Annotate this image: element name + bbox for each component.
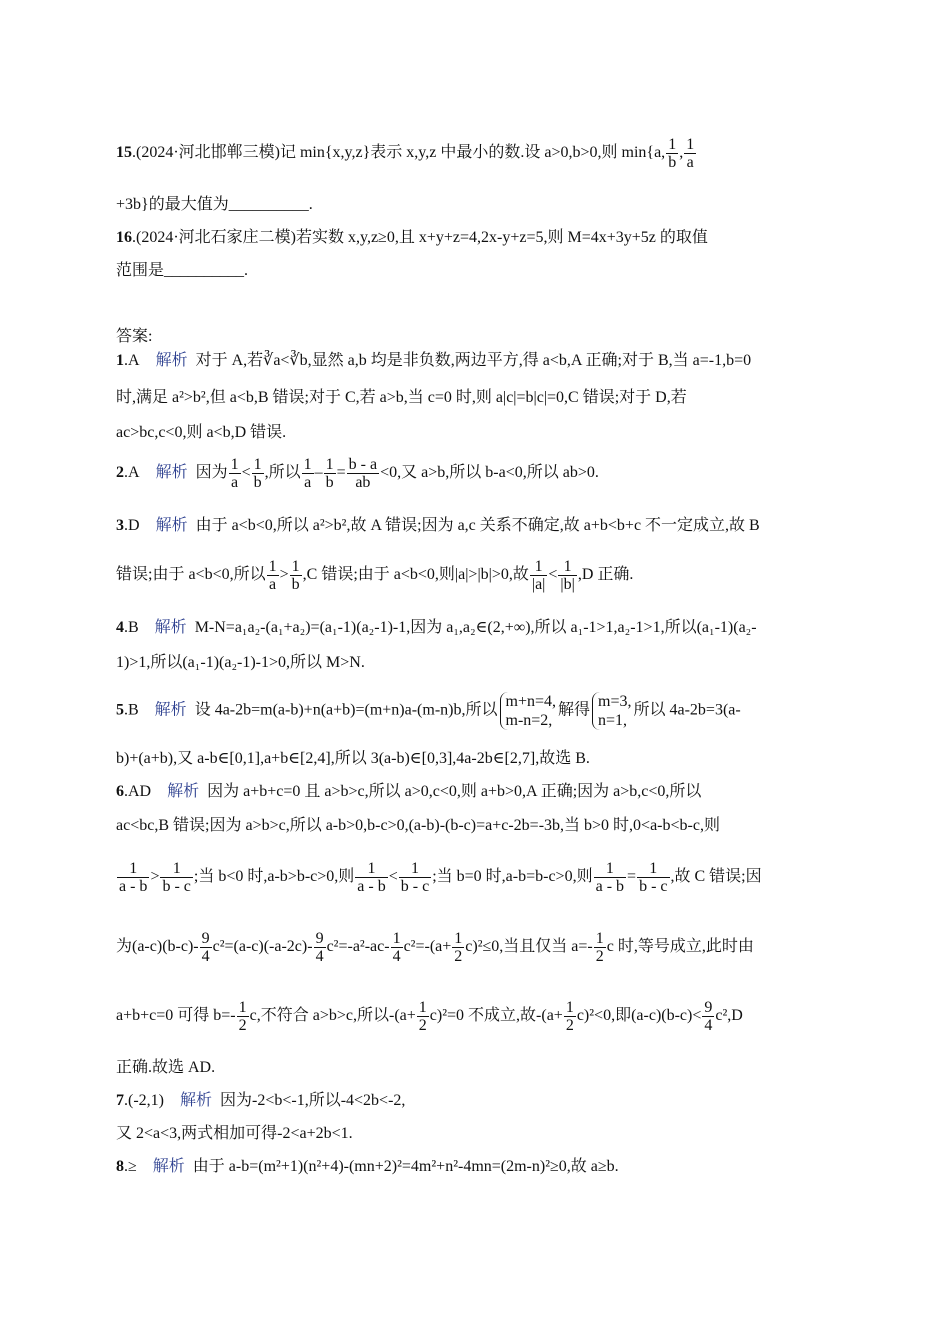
analysis-label: 解析 [155, 352, 188, 369]
answer-6: 6.AD 解析 因为 a+b+c=0 且 a>b>c,所以 a>0,c<0,则 a+b>0,A 正确;因为 a>b,c<0,所以 [116, 783, 702, 800]
question-number: 15 [116, 144, 132, 162]
answer-8: 8.≥ 解析 由于 a-b=(m²+1)(n²+4)-(mn+2)²=4m²+n²-4mn=(2m-n)²≥0,故 a≥b. [116, 1158, 619, 1175]
answer-3: 3.D 解析 由于 a<b<0,所以 a²>b²,故 A 错误;因为 a,c 关系不确定,故 a+b<b+c 不一定成立,故 B [116, 517, 760, 534]
question-16-line2: 范围是__________. [116, 262, 249, 279]
question-number: 16 [116, 229, 132, 246]
question-15: 15.(2024·河北邯郸三模)记 min{x,y,z}表示 x,y,z 中最小的数.设 a>0,b>0,则 min{a, $\frac{1}{b}$ , $\frac{1}{a}$ [116, 136, 695, 171]
question-16: 16.(2024·河北石家庄二模)若实数 x,y,z≥0,且 x+y+z=4,2x-y+z=5,则 M=4x+3y+5z 的取值 [116, 229, 708, 246]
question-15-line2: +3b}的最大值为__________. [116, 196, 313, 213]
answer-2: 2.A 解析 因为 $\frac{1}{a}$ < $\frac{1}{b}$ ,所以 $\frac{1}{a}$ – $\frac{1}{b}$ = $\frac{b - a}{ab}$ <0,又 a>b,所以 b-a<0,所以 ab>0. [116, 456, 599, 491]
answer-5: 5.B 解析 设 4a-2b=m(a-b)+n(a+b)=(m+n)a-(m-n)b,所以 m+n=4, m-n=2, 解得 m=3, n=1, 所以 4a-2b=3(a- [116, 693, 741, 729]
answer-7: 7.(-2,1) 解析 因为-2<b<-1,所以-4<2b<-2, [116, 1092, 406, 1109]
answers-heading: 答案: [116, 328, 153, 345]
answer-1: 1.A 解析 对于 A,若∛a<∛b,显然 a,b 均是非负数,两边平方,得 a<b,A 正确;对于 B,当 a=-1,b=0 [116, 352, 752, 369]
answer-4: 4.B 解析 M-N=a₁a₂-(a₁+a₂)=(a₁-1)(a₂-1)-1,因为 a₁,a₂∈(2,+∞),所以 a₁-1>1,a₂-1>1,所以(a₁-1)(a₂- [116, 619, 757, 636]
